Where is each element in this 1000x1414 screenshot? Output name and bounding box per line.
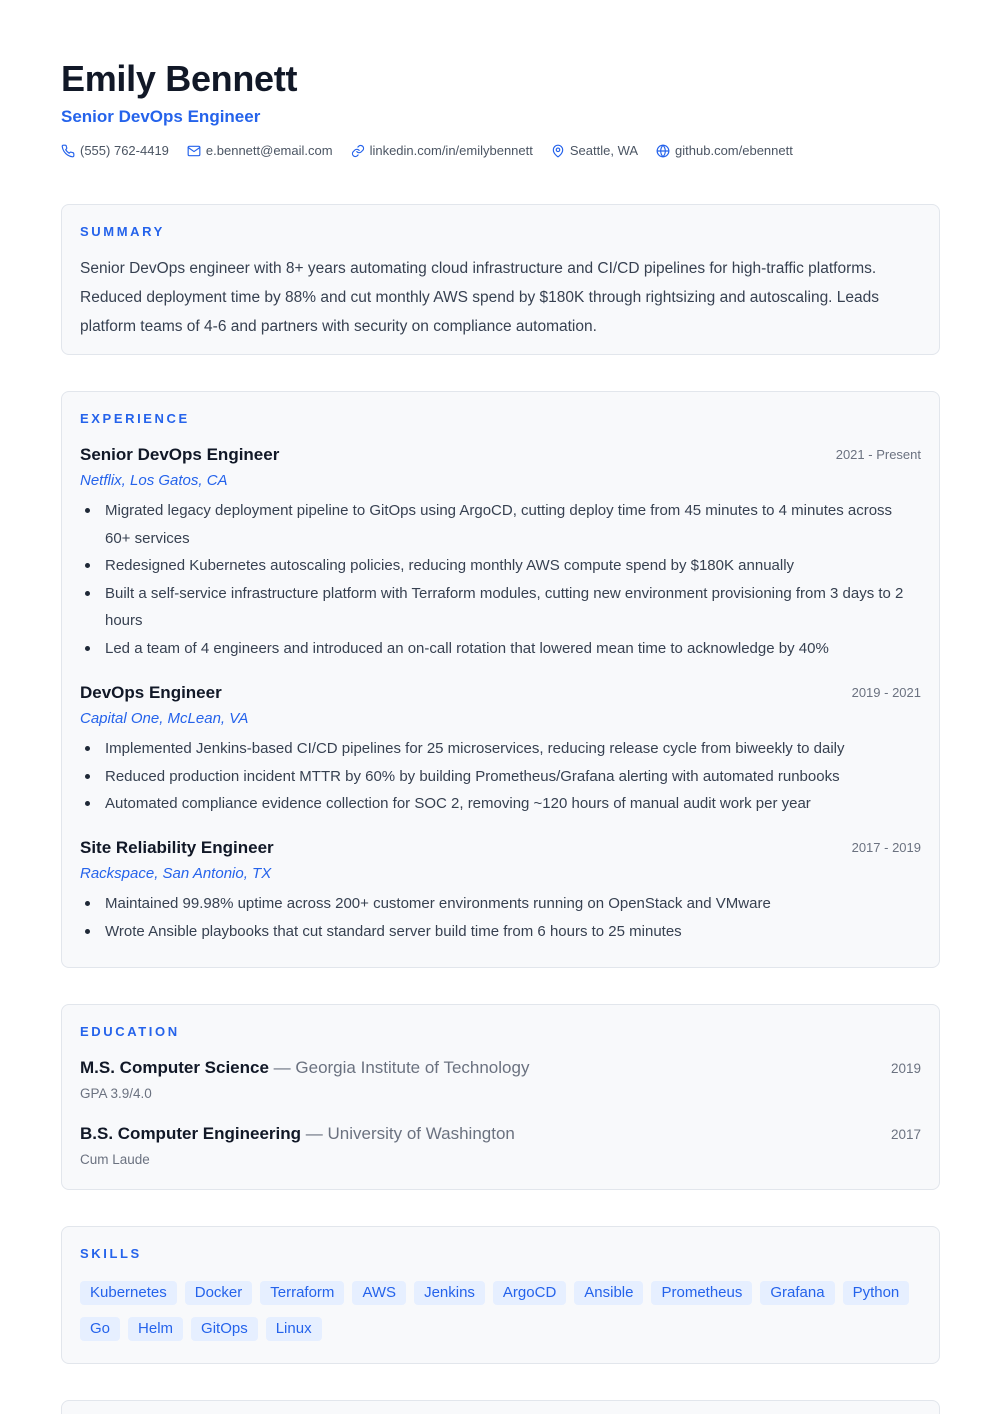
job-company: Capital One, McLean, VA	[80, 710, 249, 727]
next-section-card	[61, 1400, 940, 1414]
job-entry	[80, 838, 921, 945]
skill-tag: Go	[80, 1317, 120, 1341]
skill-tag: Docker	[185, 1281, 253, 1305]
skill-tag: Grafana	[760, 1281, 834, 1305]
education-separator: —	[268, 1058, 296, 1077]
education-note: GPA 3.9/4.0	[80, 1086, 152, 1101]
job-bullet: Implemented Jenkins-based CI/CD pipelines for 25 microservices, reducing release cycle from biweekly to daily	[80, 735, 921, 763]
education-separator: —	[301, 1124, 328, 1143]
job-bullets	[80, 497, 921, 662]
job-dates: 2017 - 2019	[851, 840, 921, 855]
job-bullet: Reduced production incident MTTR by 60% by building Prometheus/Grafana alerting with automated runbooks	[80, 763, 921, 791]
education-line	[80, 1124, 921, 1144]
contact-phone	[61, 143, 169, 158]
education-entry	[80, 1124, 921, 1167]
education-entry	[80, 1058, 921, 1101]
education-line	[80, 1058, 921, 1078]
skill-tag: Helm	[128, 1317, 183, 1341]
education-school: University of Washington	[327, 1124, 515, 1143]
candidate-name: Emily Bennett	[61, 58, 298, 99]
job-dates: 2021 - Present	[835, 447, 921, 462]
job-title: Site Reliability Engineer	[80, 838, 274, 857]
job-company: Rackspace, San Antonio, TX	[80, 865, 272, 882]
job-bullets	[80, 735, 921, 818]
job-bullet: Wrote Ansible playbooks that cut standard server build time from 6 hours to 25 minutes	[80, 918, 921, 946]
education-heading: EDUCATION	[80, 1024, 180, 1039]
skill-tag: Ansible	[574, 1281, 643, 1305]
globe-icon	[656, 144, 670, 158]
job-bullet: Maintained 99.98% uptime across 200+ customer environments running on OpenStack and VMware	[80, 890, 921, 918]
education-section	[61, 1004, 940, 1190]
job-bullet: Redesigned Kubernetes autoscaling policies, reducing monthly AWS compute spend by $180K annually	[80, 552, 921, 580]
education-year: 2019	[890, 1061, 921, 1076]
job-bullets	[80, 890, 921, 945]
summary-section	[61, 204, 940, 355]
education-year: 2017	[890, 1127, 921, 1142]
skills-heading: SKILLS	[80, 1246, 142, 1261]
contact-github[interactable]	[656, 143, 793, 158]
skill-tag: Jenkins	[414, 1281, 485, 1305]
contact-phone-text: (555) 762-4419	[80, 143, 169, 158]
contact-email[interactable]	[187, 143, 333, 158]
summary-heading: SUMMARY	[80, 224, 165, 239]
education-degree: B.S. Computer Engineering	[80, 1124, 302, 1143]
job-entry	[80, 445, 921, 662]
contact-location-text: Seattle, WA	[569, 143, 639, 158]
job-company: Netflix, Los Gatos, CA	[80, 472, 228, 489]
skill-tag: ArgoCD	[493, 1281, 566, 1305]
job-bullet: Migrated legacy deployment pipeline to GitOps using ArgoCD, cutting deploy time from 45 minutes to 4 minutes across 60+ services	[80, 497, 921, 552]
contact-linkedin-text[interactable]: linkedin.com/in/emilybennett	[369, 143, 533, 158]
skill-tag: Prometheus	[651, 1281, 752, 1305]
job-dates: 2019 - 2021	[851, 685, 921, 700]
location-pin-icon	[551, 144, 565, 158]
contact-email-text[interactable]: e.bennett@email.com	[205, 143, 333, 158]
skill-tag: Kubernetes	[80, 1281, 177, 1305]
skill-tag: AWS	[352, 1281, 406, 1305]
job-bullet: Led a team of 4 engineers and introduced an on-call rotation that lowered mean time to acknowledge by 40%	[80, 635, 921, 663]
summary-text: Senior DevOps engineer with 8+ years automating cloud infrastructure and CI/CD pipelines for high-traffic platforms. Reduced deployment time by 88% and cut monthly AWS spend by $180K through rightsizing and autoscaling. Leads platform teams of 4-6 and partners with security on compliance automation.	[80, 260, 880, 335]
job-entry	[80, 683, 921, 818]
experience-section	[61, 391, 940, 968]
skill-tag: Linux	[266, 1317, 322, 1341]
education-school: Georgia Institute of Technology	[295, 1058, 530, 1077]
contact-location	[551, 143, 638, 158]
job-title: Senior DevOps Engineer	[80, 445, 280, 464]
skill-tag: Terraform	[260, 1281, 344, 1305]
skill-tag: Python	[843, 1281, 910, 1305]
experience-heading: EXPERIENCE	[80, 411, 190, 426]
candidate-title: Senior DevOps Engineer	[61, 107, 261, 126]
skill-tag: GitOps	[191, 1317, 258, 1341]
education-note: Cum Laude	[80, 1152, 150, 1167]
skills-section	[61, 1226, 940, 1364]
job-bullet: Automated compliance evidence collection for SOC 2, removing ~120 hours of manual audit work per year	[80, 790, 921, 818]
mail-icon	[187, 144, 201, 158]
phone-icon	[61, 144, 75, 158]
job-bullet: Built a self-service infrastructure platform with Terraform modules, cutting new environment provisioning from 3 days to 2 hours	[80, 580, 921, 635]
contact-linkedin[interactable]	[351, 143, 533, 158]
skill-tags	[80, 1281, 921, 1353]
link-icon	[351, 144, 365, 158]
contact-bar	[61, 143, 811, 158]
education-degree: M.S. Computer Science	[80, 1058, 269, 1077]
contact-github-text[interactable]: github.com/ebennett	[675, 143, 793, 158]
job-title: DevOps Engineer	[80, 683, 222, 702]
